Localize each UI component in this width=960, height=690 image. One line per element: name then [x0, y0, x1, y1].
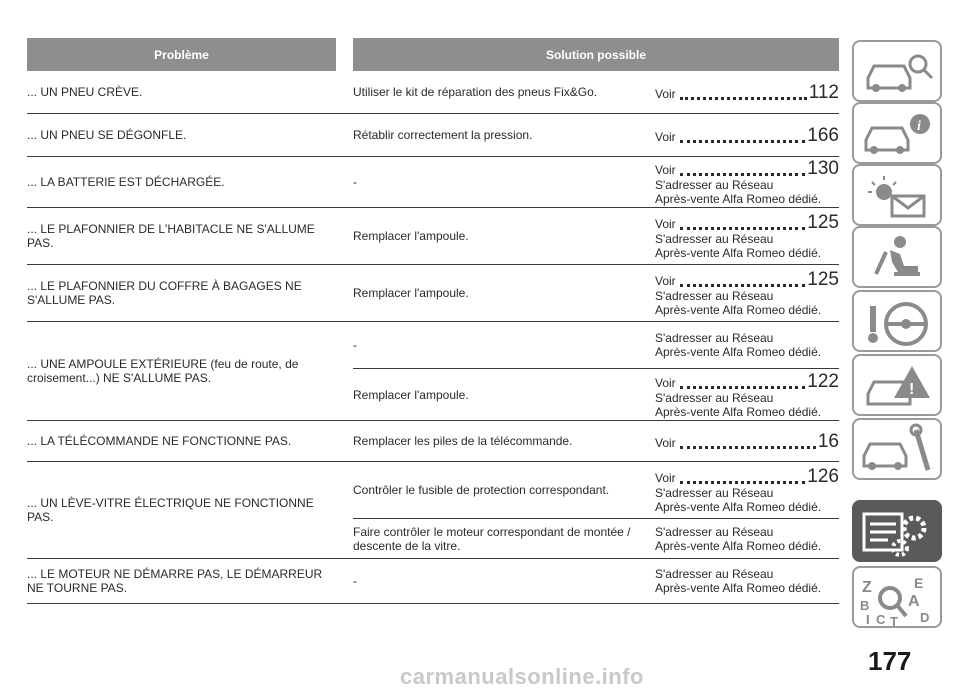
car-info-tab[interactable]	[852, 40, 942, 102]
reference-cell	[655, 208, 839, 264]
page-ref-number: 122	[807, 371, 839, 392]
table-row	[27, 322, 839, 421]
solution-text: Faire contrôler le moteur correspondant de montée / descente de la vitre.	[353, 525, 631, 553]
page-reference[interactable]	[655, 212, 839, 232]
reference-cell	[655, 519, 839, 559]
solution-row	[353, 114, 839, 156]
voir-label: Voir	[655, 376, 676, 390]
page-reference[interactable]	[655, 466, 839, 486]
reference-cell	[655, 114, 839, 156]
advice-line: Après-vente Alfa Romeo dédié.	[655, 405, 822, 419]
page-ref-number: 130	[807, 158, 839, 179]
advice-line: S'adresser au Réseau	[655, 289, 774, 303]
index-letter-t: T	[890, 614, 898, 626]
page-reference[interactable]	[655, 158, 839, 178]
reference-cell	[655, 421, 839, 461]
table-row	[27, 157, 839, 208]
problem-cell: ... LE PLAFONNIER DU COFFRE À BAGAGES NE S'ALLUME PAS.	[27, 279, 302, 307]
technical-data-icon	[854, 502, 940, 560]
problem-cell: ... LE PLAFONNIER DE L'HABITACLE NE S'ALLUME PAS.	[27, 222, 315, 250]
solution-row	[353, 265, 839, 321]
problem-cell: ... LE MOTEUR NE DÉMARRE PAS, LE DÉMARREUR NE TOURNE PAS.	[27, 567, 323, 595]
leader-dots	[680, 481, 806, 484]
advice-line: S'adresser au Réseau	[655, 525, 774, 539]
header-problem: Problème	[27, 38, 336, 71]
advice-line: Après-vente Alfa Romeo dédié.	[655, 581, 822, 595]
solution-text: Remplacer l'ampoule.	[353, 229, 469, 243]
table-body	[27, 71, 839, 604]
solution-text: Contrôler le fusible de protection correspondant.	[353, 483, 610, 497]
advice-line: Après-vente Alfa Romeo dédié.	[655, 192, 822, 206]
technical-data-tab[interactable]	[852, 500, 942, 562]
advice-line: Après-vente Alfa Romeo dédié.	[655, 500, 822, 514]
problem-cell: ... UNE AMPOULE EXTÉRIEURE (feu de route, de croisement...) NE S'ALLUME PAS.	[27, 357, 299, 385]
table-row	[27, 208, 839, 265]
page-ref-number: 166	[807, 125, 839, 146]
warning-lights-icon	[854, 166, 940, 224]
leader-dots	[680, 140, 806, 143]
solution-text: -	[353, 175, 357, 189]
solution-text: Utiliser le kit de réparation des pneus Fix&Go.	[353, 85, 598, 99]
car-info-icon	[854, 42, 940, 100]
voir-label: Voir	[655, 471, 676, 485]
car-info-i-tab[interactable]	[852, 102, 942, 164]
leader-dots	[680, 227, 806, 230]
page-reference[interactable]	[655, 431, 839, 451]
table-row	[27, 559, 839, 604]
problem-cell: ... UN PNEU CRÈVE.	[27, 85, 143, 99]
page-number: 177	[868, 646, 912, 676]
advice-line: S'adresser au Réseau	[655, 178, 774, 192]
page-reference[interactable]	[655, 269, 839, 289]
problem-cell: ... UN LÈVE-VITRE ÉLECTRIQUE NE FONCTIONNE PAS.	[27, 496, 314, 524]
page-ref-number: 126	[807, 466, 839, 487]
reference-cell	[655, 559, 839, 603]
solution-row	[353, 462, 839, 518]
reference-cell	[655, 157, 839, 207]
advice-line: S'adresser au Réseau	[655, 232, 774, 246]
solution-text: Remplacer l'ampoule.	[353, 388, 469, 402]
page-ref-number: 16	[817, 431, 839, 452]
watermark: carmanualsonline.info	[400, 664, 644, 689]
maintenance-icon	[854, 420, 940, 478]
page-ref-number: 125	[807, 212, 839, 233]
problem-cell: ... LA TÉLÉCOMMANDE NE FONCTIONNE PAS.	[27, 434, 292, 448]
table-row	[27, 462, 839, 559]
leader-dots	[680, 284, 806, 287]
reference-cell	[655, 265, 839, 321]
leader-dots	[680, 173, 806, 176]
problem-cell: ... LA BATTERIE EST DÉCHARGÉE.	[27, 175, 225, 189]
index-letter-b: B	[860, 598, 870, 613]
voir-label: Voir	[655, 130, 676, 144]
safety-seat-icon	[854, 228, 940, 286]
advice-line: Après-vente Alfa Romeo dédié.	[655, 246, 822, 260]
svg-text:i: i	[917, 119, 921, 134]
index-letter-z: Z	[862, 579, 872, 596]
page-ref-number: 125	[807, 269, 839, 290]
troubleshooting-table	[27, 38, 839, 604]
solution-row	[353, 208, 839, 264]
safety-seat-tab[interactable]	[852, 226, 942, 288]
voir-label: Voir	[655, 87, 676, 101]
advice-line: Après-vente Alfa Romeo dédié.	[655, 303, 822, 317]
index-letter-e: E	[914, 575, 924, 591]
index-tab[interactable]	[852, 566, 942, 628]
solution-text: Rétablir correctement la pression.	[353, 128, 533, 142]
driving-icon	[854, 292, 940, 350]
page-reference[interactable]	[655, 125, 839, 145]
voir-label: Voir	[655, 163, 676, 177]
solution-row	[353, 157, 839, 207]
advice-line: S'adresser au Réseau	[655, 486, 774, 500]
reference-cell	[655, 462, 839, 518]
driving-tab[interactable]	[852, 290, 942, 352]
solution-text: Remplacer les piles de la télécommande.	[353, 434, 573, 448]
table-row	[27, 114, 839, 157]
leader-dots	[680, 97, 807, 100]
maintenance-tab[interactable]	[852, 418, 942, 480]
index-letter-a: A	[908, 593, 920, 610]
solution-text: -	[353, 574, 357, 588]
table-row	[27, 265, 839, 322]
voir-label: Voir	[655, 217, 676, 231]
solution-text: Remplacer l'ampoule.	[353, 286, 469, 300]
leader-dots	[680, 446, 816, 449]
table-row	[27, 421, 839, 462]
page-reference[interactable]	[655, 371, 839, 391]
reference-cell	[655, 369, 839, 421]
solution-row	[353, 322, 839, 368]
solution-row	[353, 368, 839, 421]
index-letter-i: I	[866, 612, 870, 626]
reference-cell	[655, 71, 839, 113]
solution-row	[353, 559, 839, 603]
advice-line: S'adresser au Réseau	[655, 567, 774, 581]
warning-lights-tab[interactable]	[852, 164, 942, 226]
emergency-tab[interactable]	[852, 354, 942, 416]
index-icon	[854, 568, 940, 626]
car-info-i-icon	[854, 104, 940, 162]
emergency-icon	[854, 356, 940, 414]
advice-line: Après-vente Alfa Romeo dédié.	[655, 345, 822, 359]
table-row	[27, 71, 839, 114]
index-letter-d: D	[920, 610, 930, 625]
advice-line: Après-vente Alfa Romeo dédié.	[655, 539, 822, 553]
problem-cell: ... UN PNEU SE DÉGONFLE.	[27, 128, 187, 142]
solution-row	[353, 421, 839, 461]
advice-line: S'adresser au Réseau	[655, 331, 774, 345]
page-ref-number: 112	[808, 82, 839, 103]
voir-label: Voir	[655, 274, 676, 288]
reference-cell	[655, 322, 839, 368]
table-header	[27, 38, 839, 71]
solution-row	[353, 518, 839, 559]
svg-text:!: !	[909, 381, 915, 398]
advice-line: S'adresser au Réseau	[655, 391, 774, 405]
header-solution: Solution possible	[353, 38, 839, 71]
voir-label: Voir	[655, 436, 676, 450]
index-letter-c: C	[876, 612, 886, 626]
leader-dots	[680, 386, 806, 389]
solution-text: -	[353, 338, 357, 352]
page-reference[interactable]	[655, 82, 839, 102]
solution-row	[353, 71, 839, 113]
